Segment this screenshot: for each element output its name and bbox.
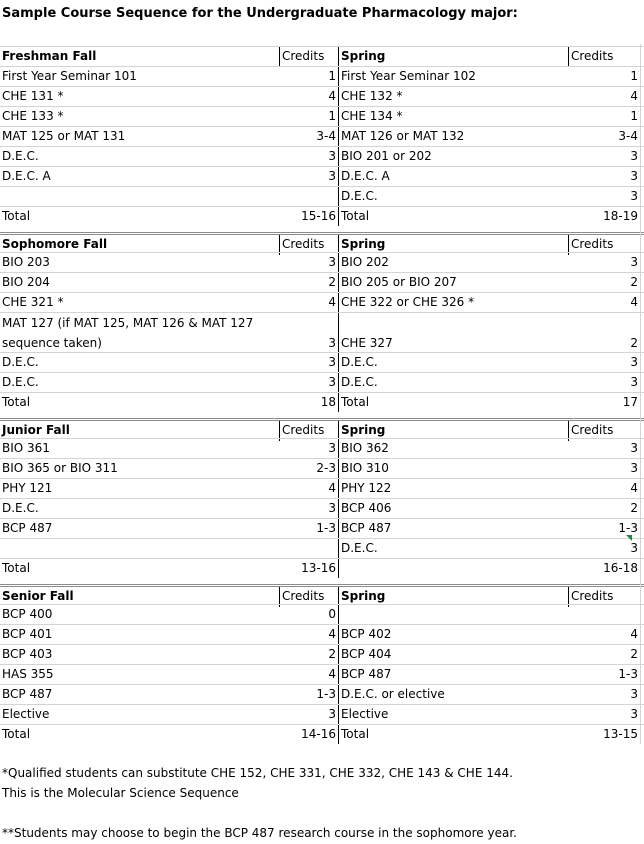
fall-course-cell[interactable]: Total xyxy=(2,395,31,409)
fall-course-cell[interactable]: Elective xyxy=(2,707,50,721)
spring-credits-cell[interactable]: 3 xyxy=(630,441,638,455)
fall-course-cell[interactable]: Sophomore Fall xyxy=(2,237,108,251)
spring-credits-cell[interactable]: 3 xyxy=(630,707,638,721)
fall-credits-cell[interactable]: 2 xyxy=(279,645,339,664)
course-row xyxy=(0,66,644,86)
fall-course-cell[interactable]: BIO 204 xyxy=(2,275,50,289)
fall-credits-cell[interactable]: 3 xyxy=(279,705,339,724)
fall-course-cell[interactable]: BCP 487 xyxy=(2,521,53,535)
fall-course-cell[interactable]: D.E.C. xyxy=(2,149,39,163)
fall-course-cell[interactable]: First Year Seminar 101 xyxy=(2,69,137,83)
fall-course-cell[interactable]: D.E.C. xyxy=(2,375,39,389)
fall-credits-cell[interactable]: 4 xyxy=(279,293,339,312)
spring-credits-cell[interactable]: 3 xyxy=(630,255,638,269)
course-row xyxy=(0,624,644,644)
course-row xyxy=(0,704,644,724)
fall-credits-cell[interactable]: 0 xyxy=(279,605,339,624)
course-row xyxy=(0,518,644,538)
fall-course-cell[interactable]: Senior Fall xyxy=(2,589,74,603)
spring-course-cell[interactable]: D.E.C. A xyxy=(341,169,390,183)
fall-credits-cell[interactable]: Credits xyxy=(279,235,339,255)
sheet-title: Sample Course Sequence for the Undergraduate Pharmacology major: xyxy=(2,6,518,21)
spring-course-cell[interactable]: MAT 126 or MAT 132 xyxy=(341,129,465,143)
spring-course-cell[interactable]: CHE 322 or CHE 326 * xyxy=(341,295,475,309)
fall-course-cell[interactable]: MAT 125 or MAT 131 xyxy=(2,129,126,143)
spring-credits-cell[interactable]: 4 xyxy=(630,481,638,495)
fall-credits-cell[interactable]: 4 xyxy=(279,625,339,644)
spring-credits-cell[interactable]: 13-15 xyxy=(603,727,638,741)
fall-course-cell[interactable]: BCP 401 xyxy=(2,627,53,641)
fall-credits-cell[interactable]: 3-4 xyxy=(279,127,339,146)
spring-credits-cell[interactable]: 3 xyxy=(630,355,638,369)
spring-course-cell[interactable] xyxy=(339,605,568,624)
fall-credits-cell[interactable]: 13-16 xyxy=(279,559,339,578)
spring-course-cell[interactable]: Total xyxy=(341,395,370,409)
fall-credits-cell[interactable]: 1 xyxy=(279,107,339,126)
spring-credits-cell[interactable]: 4 xyxy=(630,627,638,641)
spring-credits-cell[interactable]: Credits xyxy=(568,587,640,607)
total-row xyxy=(0,392,644,412)
fall-course-cell[interactable]: Junior Fall xyxy=(2,423,70,437)
course-row xyxy=(0,86,644,106)
course-row xyxy=(0,146,644,166)
grid-line xyxy=(640,44,641,744)
footnote-sequence: This is the Molecular Science Sequence xyxy=(2,786,239,800)
course-row xyxy=(0,126,644,146)
course-row xyxy=(0,166,644,186)
fall-credits-cell[interactable]: 1-3 xyxy=(279,685,339,704)
spring-credits-cell[interactable]: 3 xyxy=(630,541,638,555)
fall-course-cell[interactable]: MAT 127 (if MAT 125, MAT 126 & MAT 127 sequence taken) xyxy=(2,316,254,350)
spring-course-cell[interactable]: BIO 310 xyxy=(341,461,389,475)
spring-credits-cell[interactable]: 18-19 xyxy=(603,209,638,223)
course-row xyxy=(0,252,644,272)
fall-course-cell[interactable]: BIO 365 or BIO 311 xyxy=(2,461,118,475)
fall-course-cell[interactable]: PHY 121 xyxy=(2,481,53,495)
spring-course-cell[interactable]: D.E.C. or elective xyxy=(341,687,445,701)
spring-credits-cell[interactable]: 3-4 xyxy=(618,129,638,143)
spring-credits-cell[interactable]: Credits xyxy=(568,235,640,255)
course-row xyxy=(0,458,644,478)
fall-credits-cell[interactable]: 1 xyxy=(279,67,339,86)
spring-credits-cell[interactable]: 1 xyxy=(630,109,638,123)
spring-course-cell[interactable]: BCP 487 xyxy=(341,667,392,681)
spring-credits-cell[interactable]: 17 xyxy=(622,395,638,409)
fall-credits-cell[interactable]: Credits xyxy=(279,421,339,441)
course-row xyxy=(0,372,644,392)
fall-course-cell[interactable]: Total xyxy=(2,561,31,575)
course-row xyxy=(0,106,644,126)
fall-credits-cell[interactable]: 3 xyxy=(279,373,339,392)
fall-credits-cell[interactable]: 4 xyxy=(279,665,339,684)
fall-credits-cell[interactable]: 14-16 xyxy=(279,725,339,744)
fall-credits-cell[interactable]: 1-3 xyxy=(279,519,339,538)
spring-course-cell[interactable]: D.E.C. xyxy=(341,375,378,389)
course-row xyxy=(0,478,644,498)
course-row xyxy=(0,684,644,704)
fall-credits-cell[interactable]: 3 xyxy=(279,253,339,272)
course-row xyxy=(0,352,644,372)
spring-course-cell[interactable]: BCP 404 xyxy=(341,647,392,661)
spring-course-cell[interactable]: BIO 205 or BIO 207 xyxy=(341,275,457,289)
fall-course-cell[interactable]: CHE 321 * xyxy=(2,295,64,309)
fall-course-cell[interactable] xyxy=(0,187,279,206)
section-header-row xyxy=(0,46,644,66)
fall-credits-cell[interactable]: 3 xyxy=(279,353,339,372)
fall-course-cell[interactable]: CHE 131 * xyxy=(2,89,64,103)
fall-credits-cell[interactable]: 3 xyxy=(279,147,339,166)
spring-course-cell[interactable]: First Year Seminar 102 xyxy=(341,69,476,83)
fall-credits-cell[interactable]: 4 xyxy=(279,87,339,106)
spring-credits-cell[interactable]: Credits xyxy=(568,421,640,441)
course-row xyxy=(0,438,644,458)
spring-course-cell[interactable]: BCP 406 xyxy=(341,501,392,515)
spring-course-cell[interactable]: CHE 327 xyxy=(341,336,393,350)
fall-course-cell[interactable]: Freshman Fall xyxy=(2,49,97,63)
spring-credits-cell[interactable]: 1-3 xyxy=(618,667,638,681)
spring-course-cell[interactable]: Spring xyxy=(341,423,386,437)
spring-credits-cell[interactable]: 1 xyxy=(630,69,638,83)
spring-course-cell[interactable]: BIO 202 xyxy=(341,255,389,269)
fall-course-cell[interactable]: HAS 355 xyxy=(2,667,54,681)
total-row xyxy=(0,724,644,744)
spring-course-cell[interactable]: BCP 487 xyxy=(341,521,392,535)
course-row xyxy=(0,664,644,684)
spring-course-cell[interactable]: BIO 201 or 202 xyxy=(341,149,432,163)
spring-credits-cell[interactable]: 16-18 xyxy=(603,561,638,575)
course-row xyxy=(0,312,644,352)
spring-course-cell[interactable]: BCP 402 xyxy=(341,627,392,641)
spring-course-cell[interactable]: Spring xyxy=(341,49,386,63)
fall-course-cell[interactable]: D.E.C. xyxy=(2,501,39,515)
fall-course-cell[interactable]: D.E.C. xyxy=(2,355,39,369)
fall-credits-cell[interactable]: 4 xyxy=(279,479,339,498)
fall-credits-cell[interactable]: Credits xyxy=(279,587,339,607)
spring-credits-cell[interactable]: 3 xyxy=(630,375,638,389)
footnote-substitution: *Qualified students can substitute CHE 152, CHE 331, CHE 332, CHE 143 & CHE 144. xyxy=(2,766,513,780)
spring-credits-cell[interactable]: 2 xyxy=(630,501,638,515)
spring-course-cell[interactable]: Elective xyxy=(341,707,389,721)
spring-credits-cell[interactable]: 2 xyxy=(630,275,638,289)
course-row xyxy=(0,272,644,292)
spring-credits-cell[interactable]: 3 xyxy=(630,687,638,701)
fall-credits-cell[interactable]: 3 xyxy=(279,439,339,458)
fall-course-cell[interactable]: BCP 400 xyxy=(2,607,53,621)
spring-credits-cell[interactable]: 3 xyxy=(630,461,638,475)
fall-credits-cell[interactable]: Credits xyxy=(279,47,339,66)
spring-course-cell[interactable] xyxy=(339,559,568,578)
spring-credits-cell[interactable] xyxy=(568,605,640,624)
course-row xyxy=(0,186,644,206)
course-row xyxy=(0,498,644,518)
spring-course-cell[interactable]: CHE 132 * xyxy=(341,89,403,103)
spring-course-cell[interactable]: BIO 362 xyxy=(341,441,389,455)
total-row xyxy=(0,206,644,226)
fall-credits-cell[interactable]: 2 xyxy=(279,273,339,292)
cell-comment-marker xyxy=(626,535,632,541)
fall-credits-cell[interactable]: 18 xyxy=(279,393,339,412)
course-row xyxy=(0,292,644,312)
course-row xyxy=(0,604,644,624)
spring-course-cell[interactable]: Total xyxy=(341,727,370,741)
spring-course-cell[interactable]: CHE 134 * xyxy=(341,109,403,123)
fall-course-cell[interactable] xyxy=(0,539,279,558)
spring-credits-cell[interactable]: 3 xyxy=(630,149,638,163)
fall-course-cell[interactable]: CHE 133 * xyxy=(2,109,64,123)
fall-course-cell[interactable]: Total xyxy=(2,727,31,741)
fall-credits-cell[interactable]: 2-3 xyxy=(279,459,339,478)
course-row xyxy=(0,538,644,558)
fall-course-cell[interactable]: D.E.C. A xyxy=(2,169,51,183)
fall-credits-cell[interactable] xyxy=(279,539,339,558)
spring-course-cell[interactable]: Spring xyxy=(341,589,386,603)
fall-credits-cell[interactable] xyxy=(279,187,339,206)
fall-course-cell[interactable]: BCP 487 xyxy=(2,687,53,701)
spring-course-cell[interactable]: PHY 122 xyxy=(341,481,392,495)
spring-credits-cell[interactable]: 3 xyxy=(630,189,638,203)
total-row xyxy=(0,558,644,578)
fall-credits-cell[interactable]: 3 xyxy=(279,167,339,186)
spring-credits-cell[interactable]: 2 xyxy=(630,336,638,350)
spring-course-cell[interactable]: D.E.C. xyxy=(341,355,378,369)
spring-credits-cell[interactable]: 2 xyxy=(630,647,638,661)
spring-course-cell[interactable]: Total xyxy=(341,209,370,223)
fall-course-cell[interactable]: BIO 203 xyxy=(2,255,50,269)
spring-course-cell[interactable]: D.E.C. xyxy=(341,541,378,555)
spring-credits-cell[interactable]: 1-3 xyxy=(618,521,638,535)
spring-course-cell[interactable]: D.E.C. xyxy=(341,189,378,203)
spring-credits-cell[interactable]: 4 xyxy=(630,295,638,309)
fall-credits-cell[interactable]: 3 xyxy=(279,313,339,352)
fall-credits-cell[interactable]: 3 xyxy=(279,499,339,518)
course-row xyxy=(0,644,644,664)
fall-course-cell[interactable]: Total xyxy=(2,209,31,223)
spring-credits-cell[interactable]: 4 xyxy=(630,89,638,103)
footnote-research: **Students may choose to begin the BCP 487 research course in the sophomore year. xyxy=(2,826,517,840)
fall-course-cell[interactable]: BIO 361 xyxy=(2,441,50,455)
fall-course-cell[interactable]: BCP 403 xyxy=(2,647,53,661)
spring-credits-cell[interactable]: Credits xyxy=(568,47,640,66)
spring-credits-cell[interactable]: 3 xyxy=(630,169,638,183)
spring-course-cell[interactable]: Spring xyxy=(341,237,386,251)
fall-credits-cell[interactable]: 15-16 xyxy=(279,207,339,226)
